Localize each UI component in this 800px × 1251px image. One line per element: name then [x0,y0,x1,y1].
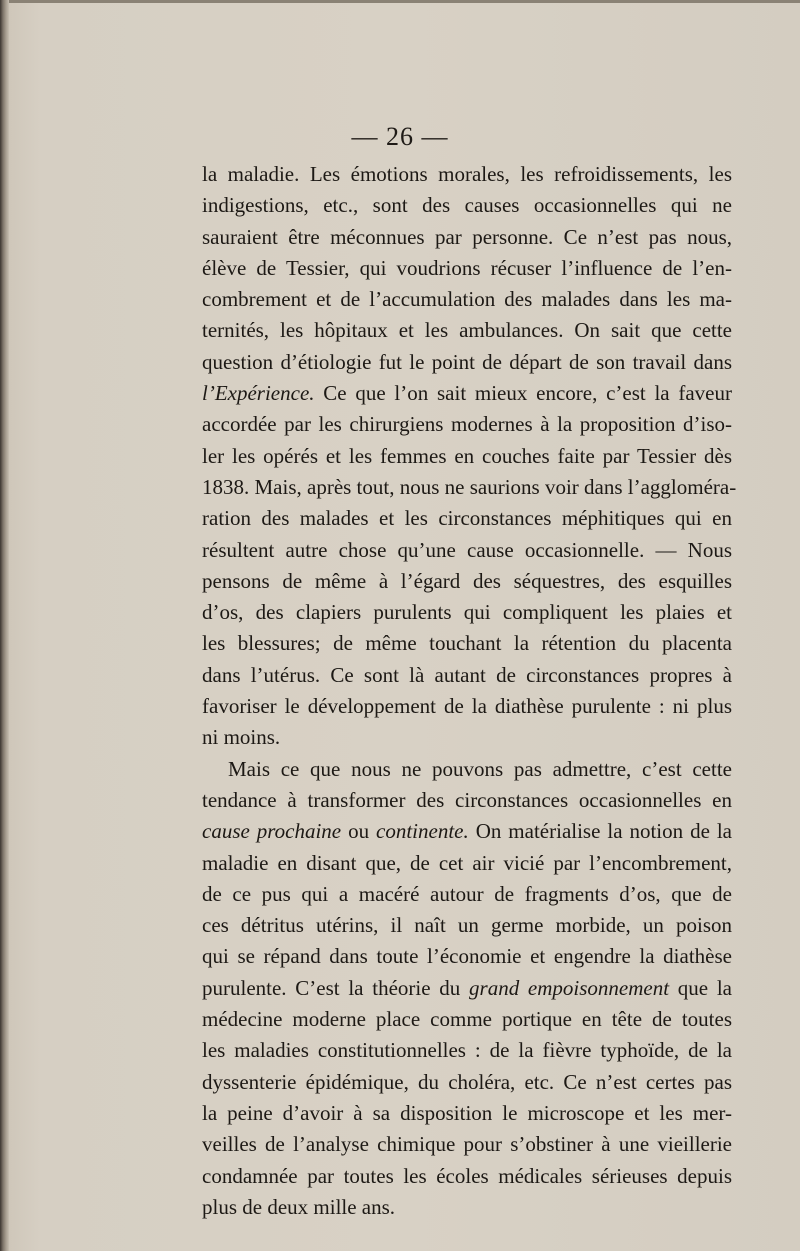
text-segment: maladie en disant que, de cet air vicié par l’encombrement, [202,850,732,875]
text-line [202,409,732,440]
text-segment: de ce pus qui a macéré autour de fragments d’os, que de [202,881,732,906]
text-line [202,566,732,597]
text-segment: veilles de l’analyse chimique pour s’obstiner à une vieillerie [202,1132,732,1157]
text-segment: résultent autre chose qu’une cause occasionnelle. — Nous [202,537,732,562]
text-segment: condamnée par toutes les écoles médicales sérieuses depuis [202,1163,732,1188]
text-segment: purulente. C’est la théorie du [202,975,470,1000]
text-segment: ler les opérés et les femmes en couches faite par Tessier dès [202,443,732,468]
text-segment: combrement et de l’accumulation des malades dans les ma- [202,287,732,312]
text-segment: dans l’utérus. Ce sont là autant de circonstances propres à [202,662,732,687]
text-line [202,378,732,409]
text-line [202,253,732,284]
text-line [202,628,732,659]
text-line [202,785,732,816]
text-line [202,816,732,847]
text-segment: d’os, des clapiers purulents qui compliquent les plaies et [202,600,732,625]
text-line [202,1129,732,1160]
text-line [202,1004,732,1035]
text-line [202,472,737,503]
text-line [202,848,732,879]
paragraph [202,159,737,754]
text-line [202,1098,732,1129]
body-text [202,159,737,1223]
italic-text: continente. [376,819,469,844]
text-line [202,284,732,315]
text-line [202,722,732,753]
text-line [202,159,732,190]
text-line [202,1192,732,1223]
text-line [202,1161,732,1192]
italic-text: cause prochaine [202,819,342,844]
text-line [202,660,732,691]
paragraph [202,754,732,1223]
text-segment: tendance à transformer des circonstances occasionnelles en [202,787,732,812]
text-line [202,222,732,253]
text-segment: On matérialise la notion de la [468,819,733,844]
text-line [202,941,732,972]
text-segment: sauraient être méconnues par personne. Ce n’est pas nous, [202,224,732,249]
text-segment: ternités, les hôpitaux et les ambulances. On sait que cette [202,318,732,343]
text-segment: indigestions, etc., sont des causes occasionnelles qui ne [202,193,732,218]
binding-edge [0,0,9,1251]
text-line [202,691,732,722]
text-segment: ni moins. [202,725,281,750]
text-line [202,441,732,472]
text-segment: accordée par les chirurgiens modernes à la proposition d’iso- [202,412,732,437]
text-segment: dyssenterie épidémique, du choléra, etc. Ce n’est certes pas [202,1069,732,1094]
text-line [202,879,732,910]
text-line [202,910,732,941]
text-segment: médecine moderne place comme portique en tête de toutes [202,1007,732,1032]
text-line [202,597,732,628]
text-line [202,503,732,534]
text-line [202,1067,732,1098]
text-segment: élève de Tessier, qui voudrions récuser l’influence de l’en- [202,255,732,280]
page-top-edge [0,0,800,3]
text-segment: favoriser le développement de la diathèse purulente : ni plus [202,694,732,719]
text-segment: ou [341,819,377,844]
text-segment: Mais ce que nous ne pouvons pas admettre, c’est cette [228,756,732,781]
text-line [202,535,732,566]
text-line [202,347,732,378]
text-segment: ces détritus utérins, il naît un germe morbide, un poison [202,913,732,938]
text-line [202,1035,732,1066]
text-segment: question d’étiologie fut le point de départ de son travail dans [202,349,732,374]
text-segment: 1838. Mais, après tout, nous ne saurions voir dans l’aggloméra- [202,474,737,499]
text-segment: la maladie. Les émotions morales, les refroidissements, les [202,162,732,186]
text-segment: Ce que l’on sait mieux encore, c’est la faveur [314,381,732,406]
text-segment: que la [669,975,733,1000]
text-line [202,315,732,346]
page-number: — 26 — [351,122,449,151]
italic-text: grand empoisonnement [469,975,670,1000]
text-segment: les blessures; de même touchant la rétention du placenta [202,631,732,656]
text-segment: pensons de même à l’égard des séquestres, des esquilles [202,568,732,593]
text-line [202,754,732,785]
text-segment: ration des malades et les circonstances méphitiques qui en [202,506,732,531]
text-line [202,190,732,221]
text-segment: plus de deux mille ans. [202,1194,396,1219]
text-segment: la peine d’avoir à sa disposition le microscope et les mer- [202,1100,732,1125]
text-segment: les maladies constitutionnelles : de la fièvre typhoïde, de la [202,1038,732,1063]
text-segment: qui se répand dans toute l’économie et engendre la diathèse [202,944,732,969]
italic-text: l’Expérience. [202,381,315,406]
text-line [202,973,732,1004]
